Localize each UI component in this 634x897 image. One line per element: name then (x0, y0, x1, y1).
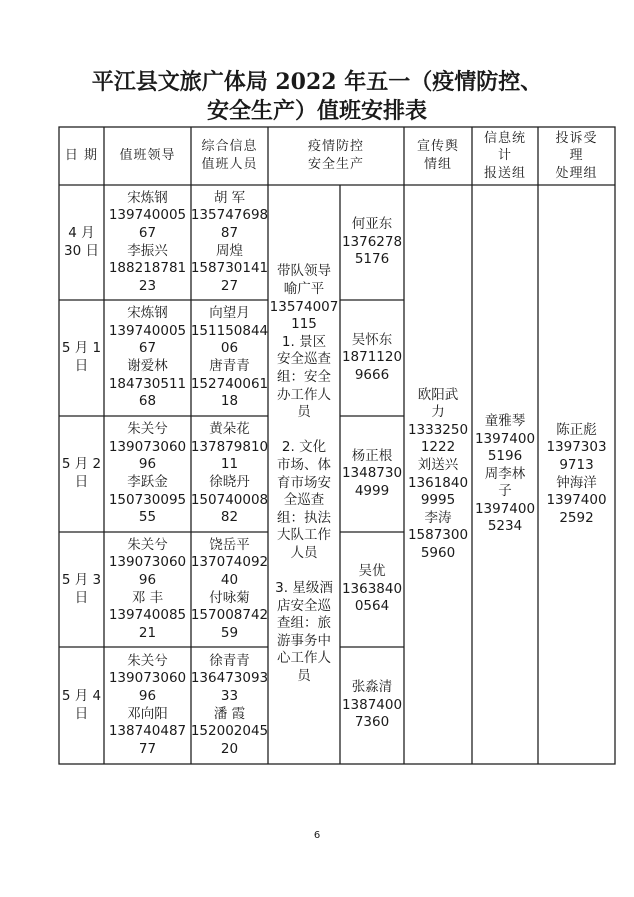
header-stats-group: 信息统 计 报送组 (483, 130, 526, 181)
title-line-1: 平江县文旅广体局 2022 年五一（疫情防控、 (91, 69, 543, 95)
stats-group-cell: 童雅琴 1397400 5196 周李林 子 1397400 5234 (474, 412, 536, 535)
table-row-leader: 宋炼钢 139740005 67 李振兴 188218781 23 (108, 189, 187, 294)
table-row-leader: 宋炼钢 139740005 67 谢爱林 184730511 68 (108, 305, 187, 410)
table-row-date: 5 月 2 日 (61, 456, 102, 490)
table-row-info-staff: 黄朵花 137879810 11 徐晓丹 150740008 82 (191, 421, 268, 526)
table-row-leader: 朱关兮 139073060 96 邓 丰 139740085 21 (108, 536, 187, 641)
header-date: 日 期 (64, 148, 99, 164)
table-row-date: 5 月 4 日 (61, 687, 102, 722)
header-publicity-group: 宣传舆 情组 (416, 139, 459, 172)
table-row-info-staff: 向望月 151150844 06 唐青青 152740061 18 (191, 305, 268, 410)
table-row-leader: 朱关兮 139073060 96 李跃金 150730095 55 (108, 421, 187, 526)
table-row-info-staff: 胡 军 135747698 87 周煌 158730141 27 (191, 189, 268, 294)
table-row-epidemic-contact: 吴怀东 1871120 9666 (341, 331, 403, 383)
table-row-info-staff: 饶岳平 137074092 40 付咏菊 157008742 59 (191, 536, 268, 641)
table-row-epidemic-contact: 张淼清 1387400 7360 (341, 679, 403, 731)
header-epidemic-safety: 疫情防控 安全生产 (307, 139, 364, 172)
header-duty-leader: 值班领导 (119, 148, 176, 164)
complaint-group-cell: 陈正彪 1397303 9713 钟海洋 1397400 2592 (546, 421, 607, 526)
table-row-epidemic-contact: 杨正根 1348730 4999 (341, 447, 403, 499)
table-row-leader: 朱关兮 139073060 96 邓向阳 138740487 77 (108, 652, 187, 757)
table-row-epidemic-contact: 何亚东 1376278 5176 (341, 216, 403, 268)
page-number: 6 (313, 830, 321, 841)
table-row-epidemic-contact: 吴优 1363840 0564 (341, 563, 403, 615)
header-complaint-group: 投诉受 理 处理组 (555, 130, 598, 181)
epidemic-inspection-groups-cell: 带队领导 喻广平 13574007 115 1. 景区 安全巡查 组：安全 办工作人 员 2. 文化 市场、体 育市场安 全巡查 组：执法 大队工作 人员 3. 星级酒 店安全巡 查组：旅 游事务中 心工作人 员 (269, 263, 339, 685)
table-row-date: 5 月 3 日 (61, 571, 102, 606)
table-row-date: 5 月 1 日 (61, 340, 102, 374)
title-line-2: 安全生产）值班安排表 (206, 98, 427, 124)
document-title (0, 68, 634, 126)
header-info-duty-staff: 综合信息 值班人员 (201, 139, 258, 172)
table-row-info-staff: 徐青青 136473093 33 潘 霞 152002045 20 (191, 652, 268, 757)
table-row-date: 4 月 30 日 (64, 224, 99, 259)
publicity-group-cell: 欧阳武 力 1333250 1222 刘送兴 1361840 9995 李涛 1587300 5960 (407, 386, 469, 561)
